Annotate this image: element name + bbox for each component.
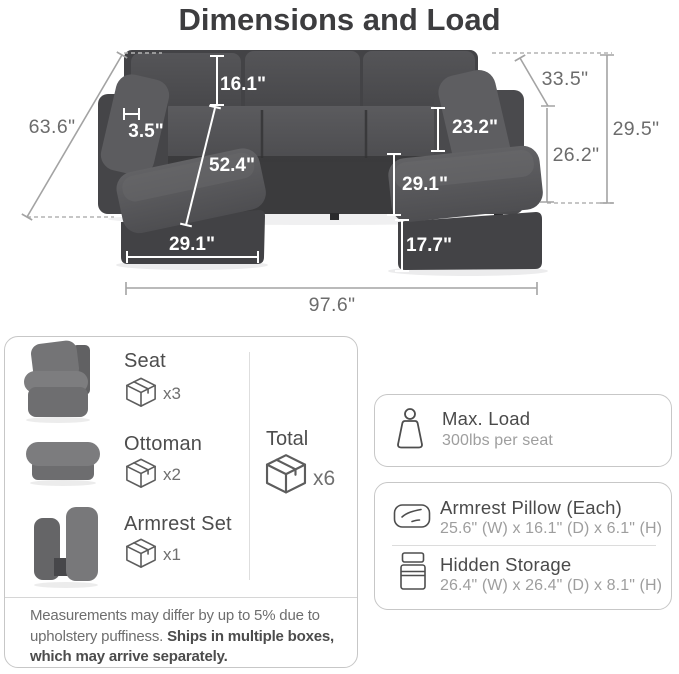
- page-title: Dimensions and Load: [178, 2, 501, 37]
- armrest-pillow-icon: [392, 500, 432, 532]
- dim-ottoman-depth: 29.1": [402, 174, 448, 195]
- dim-ottoman-width: 29.1": [169, 234, 215, 255]
- hidden-storage-value: 26.4" (W) x 26.4" (D) x 8.1" (H): [440, 577, 663, 594]
- item-count-armrest: x1: [163, 545, 181, 564]
- total-label: Total: [266, 428, 309, 450]
- item-label-seat: Seat: [124, 350, 166, 372]
- dim-overall-width: 97.6": [308, 294, 356, 316]
- hidden-storage-icon: [396, 551, 430, 593]
- dim-back-cushion-height: 16.1": [220, 74, 266, 95]
- dim-backrest-height: 33.5": [541, 68, 589, 90]
- dim-seat-depth: 23.2": [452, 117, 498, 138]
- footnote-bold: Ships in multiple boxes, which may arrive separately.: [30, 627, 334, 665]
- max-load-value: 300lbs per seat: [442, 432, 553, 449]
- item-label-ottoman: Ottoman: [124, 433, 203, 455]
- hidden-storage-title: Hidden Storage: [440, 554, 572, 575]
- dim-overall-depth: 63.6": [28, 116, 76, 138]
- item-label-armrest-set: Armrest Set: [124, 513, 232, 535]
- package-icon-total: [263, 452, 309, 495]
- footnote-divider: [5, 597, 357, 598]
- footnote-normal: Measurements may differ by up to 5% due to upholstery puffiness.: [30, 607, 320, 645]
- dim-arm-height: 26.2": [552, 144, 600, 166]
- footnote: [30, 606, 344, 668]
- armrest-pillow-value: 25.6" (W) x 16.1" (D) x 6.1" (H): [440, 520, 663, 537]
- seat-image: [14, 339, 108, 431]
- sofa-dimension-diagram: [0, 0, 679, 332]
- weight-icon: [394, 407, 426, 451]
- contents-divider: [249, 352, 250, 580]
- item-count-seat: x3: [163, 384, 181, 403]
- package-icon-seat: [124, 376, 158, 408]
- total-count: x6: [313, 467, 336, 490]
- armrest-pillow-title: Armrest Pillow (Each): [440, 497, 623, 518]
- dim-ottoman-height: 17.7": [406, 235, 452, 256]
- armrest-set-image: [24, 502, 104, 590]
- spec-divider: [392, 545, 656, 546]
- dim-armrest-width: 3.5": [128, 121, 164, 142]
- package-icon-armrest: [124, 537, 158, 569]
- dim-overall-height: 29.5": [612, 118, 660, 140]
- dim-seat-plus-ottoman-depth: 52.4": [209, 155, 255, 176]
- package-icon-ottoman: [124, 457, 158, 489]
- item-count-ottoman: x2: [163, 465, 181, 484]
- max-load-title: Max. Load: [442, 408, 531, 429]
- ottoman-image: [20, 436, 106, 488]
